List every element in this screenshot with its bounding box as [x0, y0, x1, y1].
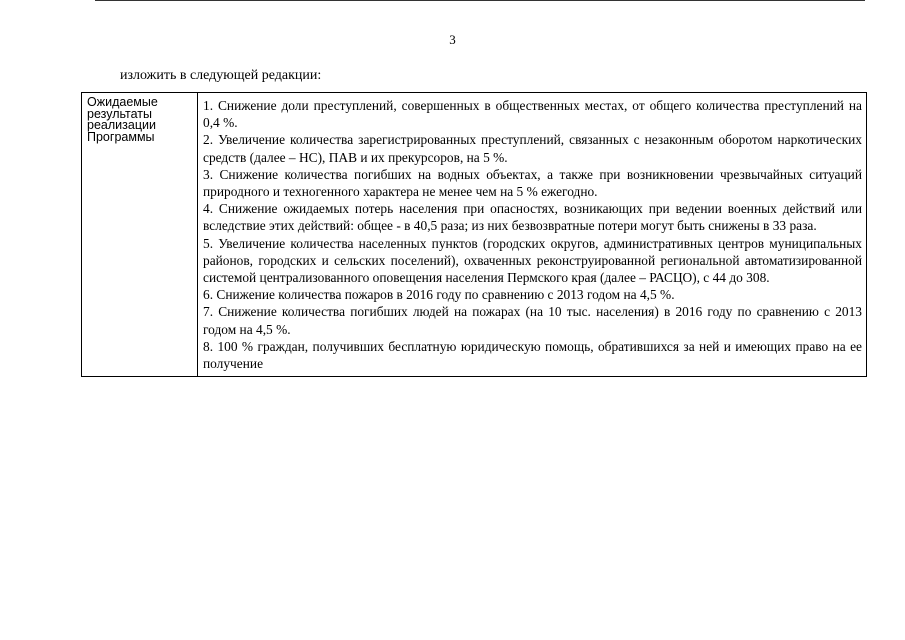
- result-item: 8. 100 % граждан, получивших бесплатную юридическую помощь, обратившихся за ней и имеющих право на ее получение: [203, 338, 862, 372]
- result-item: 6. Снижение количества пожаров в 2016 году по сравнению с 2013 годом на 4,5 %.: [203, 287, 675, 303]
- content-cell: [198, 93, 867, 377]
- page-number: 3: [449, 32, 456, 47]
- result-item: 4. Снижение ожидаемых потерь населения при опасностях, возникающих при ведении военных действий или вследствие этих действий: общее - в 40,5 раза; из них безвозвратные потери могут быть снижены в 33 раза.: [203, 201, 862, 234]
- result-item: 5. Увеличение количества населенных пунктов (городских округов, административных центров муниципальных районов, городских и сельских поселений), охваченных реконструированной региональной автоматизированной системой централизованного оповещения населения Пермского края (далее – РАСЦО), с 44 до 308.: [203, 235, 862, 286]
- label-line: реализации: [87, 118, 156, 132]
- label-line: Ожидаемые: [87, 95, 158, 109]
- intro-text: изложить в следующей редакции:: [120, 68, 322, 83]
- label-line: результаты: [87, 106, 152, 121]
- label-line: Программы: [87, 129, 155, 144]
- table-row: [82, 93, 867, 377]
- program-results-table: [81, 92, 867, 377]
- result-item: 1. Снижение доли преступлений, совершенных в общественных местах, от общего количества преступлений на 0,4 %.: [203, 98, 862, 131]
- label-cell: [82, 93, 198, 377]
- result-item: 3. Снижение количества погибших на водных объектах, а также при возникновении чрезвычайных ситуаций природного и техногенного характера не менее чем на 5 % ежегодно.: [203, 166, 862, 200]
- top-rule: [95, 0, 865, 1]
- result-item: 7. Снижение количества погибших людей на пожарах (на 10 тыс. населения) в 2016 году по сравнению с 2013 годом на 4,5 %.: [203, 304, 862, 337]
- result-item: 2. Увеличение количества зарегистрированных преступлений, связанных с незаконным оборотом наркотических средств (далее – НС), ПАВ и их прекурсоров, на 5 %.: [203, 132, 862, 165]
